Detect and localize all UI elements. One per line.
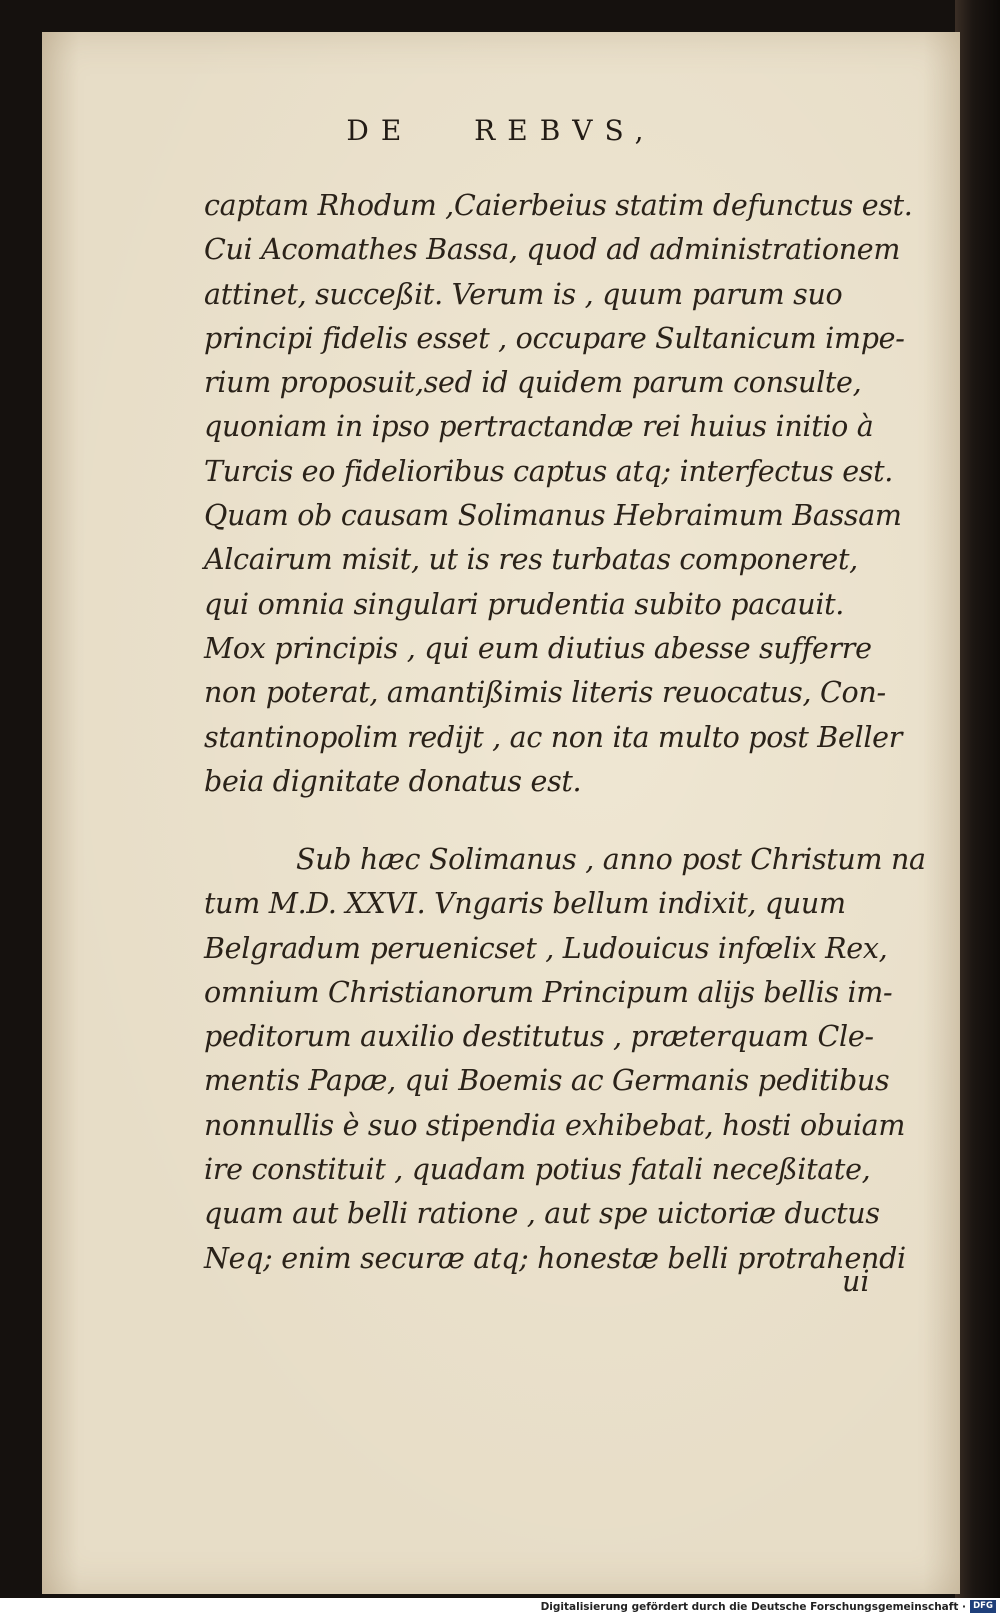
text-line: ire constituit , quadam potius fatali neceßitate, [204, 1153, 871, 1187]
text-line: quoniam in ipso pertractandæ rei huius initio à [204, 410, 874, 444]
book-page [42, 32, 960, 1594]
text-line: peditorum auxilio destitutus , præterquam Cle- [204, 1020, 874, 1054]
text-line: qui omnia singulari prudentia subito pacauit. [204, 587, 845, 621]
text-line: Turcis eo fidelioribus captus atq; interfectus est. [204, 454, 894, 488]
text-line: Sub hæc Solimanus , anno post Christum na [296, 843, 926, 876]
text-line: beia dignitate donatus est. [204, 764, 582, 798]
text-line: Belgradum perueniсset , Ludouicus infœlix Rex, [204, 931, 888, 965]
text-line: quam aut belli ratione , aut spe uictoriæ ductus [204, 1197, 880, 1231]
text-line: stantinopolim redijt , ac non ita multo post Beller [204, 720, 903, 754]
text-line: captam Rhodum ,Caierbeius statim defunctus est. [204, 189, 913, 222]
catchword: ui [842, 1265, 870, 1298]
digitization-footer [0, 1598, 1000, 1616]
text-line: nonnullis è suo stipendia exhibebat, hosti obuiam [204, 1108, 906, 1142]
text-line: non poterat, amantißimis literis reuocatus, Con- [204, 676, 886, 710]
paragraph-2 [204, 838, 944, 1281]
paragraph-1 [204, 184, 944, 804]
text-line: Mox principis , qui eum diutius abesse sufferre [204, 631, 872, 665]
text-line: attinet, succeßit. Verum is , quum parum suo [204, 277, 843, 311]
text-line: Alcairum misit, ut is res turbatas componeret, [204, 543, 858, 577]
text-line: Neq; enim securæ atq; honestæ belli protrahendi [204, 1241, 906, 1275]
funding-credit: Digitalisierung gefördert durch die Deutsche Forschungsgemeinschaft · [540, 1601, 966, 1613]
text-line: Quam ob causam Solimanus Hebraimum Bassam [204, 499, 902, 533]
text-line: mentis Papæ, qui Boemis ac Germanis peditibus [204, 1064, 890, 1098]
dfg-logo-icon: DFG [970, 1600, 996, 1613]
text-line: principi fidelis esset , occupare Sultanicum impe- [204, 321, 905, 355]
text-line: tum M.D. XXVI. Vngaris bellum indixit, quum [204, 887, 846, 921]
text-line: Cui Acomathes Bassa, quod ad administrationem [204, 233, 901, 267]
running-head: DE REBVS, [346, 114, 656, 147]
book-edge [955, 0, 1000, 1616]
text-line: rium proposuit,sed id quidem parum consulte, [204, 366, 862, 400]
text-line: omnium Christianorum Principum alijs bellis im- [204, 975, 893, 1009]
